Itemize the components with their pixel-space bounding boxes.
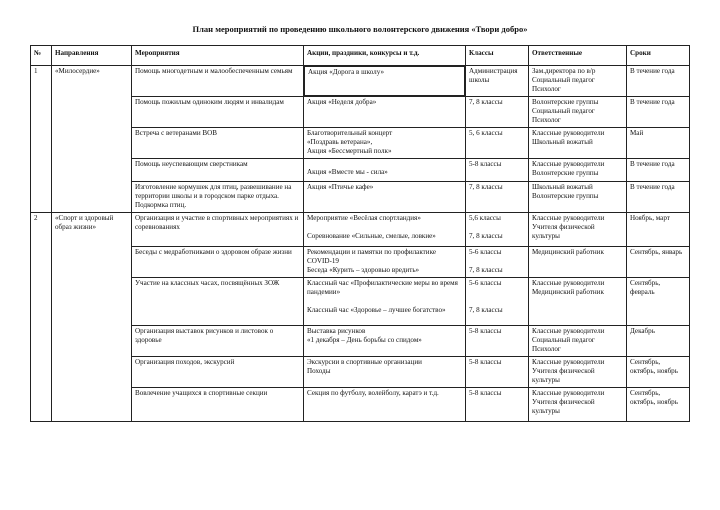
action-cell: Благотворительный концерт «Поздравь ветерана», Акция «Бессмертный полк» [304,128,466,159]
action-cell: Экскурсии в спортивные организации Походы [304,357,466,388]
classes-cell: 5-8 классы [466,159,529,182]
terms-cell: В течение года [627,97,690,128]
terms-cell: Ноябрь, март [627,213,690,247]
plan-table [30,45,690,422]
classes-cell: 5-8 классы [466,326,529,357]
event-cell: Вовлечение учащихся в спортивные секции [132,388,304,422]
action-cell: Секция по футболу, волейболу, каратэ и т.д. [304,388,466,422]
action-cell: Акция «Неделя добра» [304,97,466,128]
event-cell: Беседы с медработниками о здоровом образе жизни [132,247,304,278]
action-cell: Выставка рисунков «1 декабря – День борьбы со спидом» [304,326,466,357]
responsible-cell: Классные руководители Волонтерские группы [529,159,627,182]
classes-cell: 5-8 классы [466,357,529,388]
responsible-cell: Волонтерские группы Социальный педагог Психолог [529,97,627,128]
responsible-cell: Классные руководители Школьный вожатый [529,128,627,159]
header-terms: Сроки [627,46,690,66]
action-cell: Классный час «Профилактические меры во время пандемии» Классный час «Здоровье – лучшее богатство» [304,278,466,326]
terms-cell: Сентябрь, октябрь, ноябрь [627,357,690,388]
classes-cell: 5-6 классы 7, 8 классы [466,278,529,326]
event-cell: Участие на классных часах, посвящённых ЗОЖ [132,278,304,326]
classes-cell: 7, 8 классы [466,182,529,213]
header-row [31,46,690,66]
classes-cell: 5-8 классы [466,388,529,422]
classes-cell: 5, 6 классы [466,128,529,159]
terms-cell: Сентябрь, февраль [627,278,690,326]
responsible-cell: Классные руководители Учителя физической культуры [529,213,627,247]
page-title: План мероприятий по проведению школьного волонтерского движения «Твори добро» [192,24,528,34]
responsible-cell: Медицинский работник [529,247,627,278]
action-cell: Акция «Дорога в школу» [304,66,465,96]
responsible-cell: Классные руководители Учителя физической культуры [529,388,627,422]
classes-cell: 7, 8 классы [466,97,529,128]
terms-cell: Сентябрь, январь [627,247,690,278]
table-row [31,213,690,247]
header-responsible: Ответственные [529,46,627,66]
terms-cell: В течение года [627,66,690,97]
table-row [31,66,690,97]
terms-cell: Май [627,128,690,159]
responsible-cell: Классные руководители Социальный педагог Психолог [529,326,627,357]
terms-cell: В течение года [627,182,690,213]
terms-cell: Сентябрь, октябрь, ноябрь [627,388,690,422]
event-cell: Организация и участие в спортивных мероприятиях и соревнованиях [132,213,304,247]
responsible-cell: Классные руководители Учителя физической культуры [529,357,627,388]
responsible-cell: Классные руководители Медицинский работник [529,278,627,326]
responsible-cell: Зам.директора по в/р Социальный педагог Психолог [529,66,627,97]
action-cell: Рекомендации и памятки по профилактике COVID-19 Беседа «Курить – здоровью вредить» [304,247,466,278]
classes-cell: Администрация школы [466,66,529,97]
header-classes: Классы [466,46,529,66]
section-direction: «Спорт и здоровый образ жизни» [52,213,132,422]
event-cell: Встреча с ветеранами ВОВ [132,128,304,159]
terms-cell: Декабрь [627,326,690,357]
header-direction: Направления [52,46,132,66]
event-cell: Организация выставок рисунков и листовок о здоровье [132,326,304,357]
action-cell: Акция «Вместе мы - сила» [304,159,466,182]
event-cell: Организация походов, экскурсий [132,357,304,388]
header-events: Мероприятия [132,46,304,66]
section-number: 2 [31,213,52,422]
event-cell: Помощь неуспевающим сверстникам [132,159,304,182]
classes-cell: 5,6 классы 7, 8 классы [466,213,529,247]
header-actions: Акции, праздники, конкурсы и т.д. [304,46,466,66]
action-cell: Акция «Птичье кафе» [304,182,466,213]
event-cell: Помощь пожилым одиноким людям и инвалидам [132,97,304,128]
header-number: № [31,46,52,66]
event-cell: Изготовление кормушек для птиц, развешивание на территории школы и в городском парке отдыха. Подкормка птиц. [132,182,304,213]
event-cell: Помощь многодетным и малообеспеченным семьям [132,66,304,97]
classes-cell: 5-6 классы 7, 8 классы [466,247,529,278]
terms-cell: В течение года [627,159,690,182]
action-cell: Мероприятие «Весёлая спортландия» Соревнование «Сильные, смелые, ловкие» [304,213,466,247]
section-direction: «Милосердие» [52,66,132,213]
section-number: 1 [31,66,52,213]
responsible-cell: Школьный вожатый Волонтерские группы [529,182,627,213]
